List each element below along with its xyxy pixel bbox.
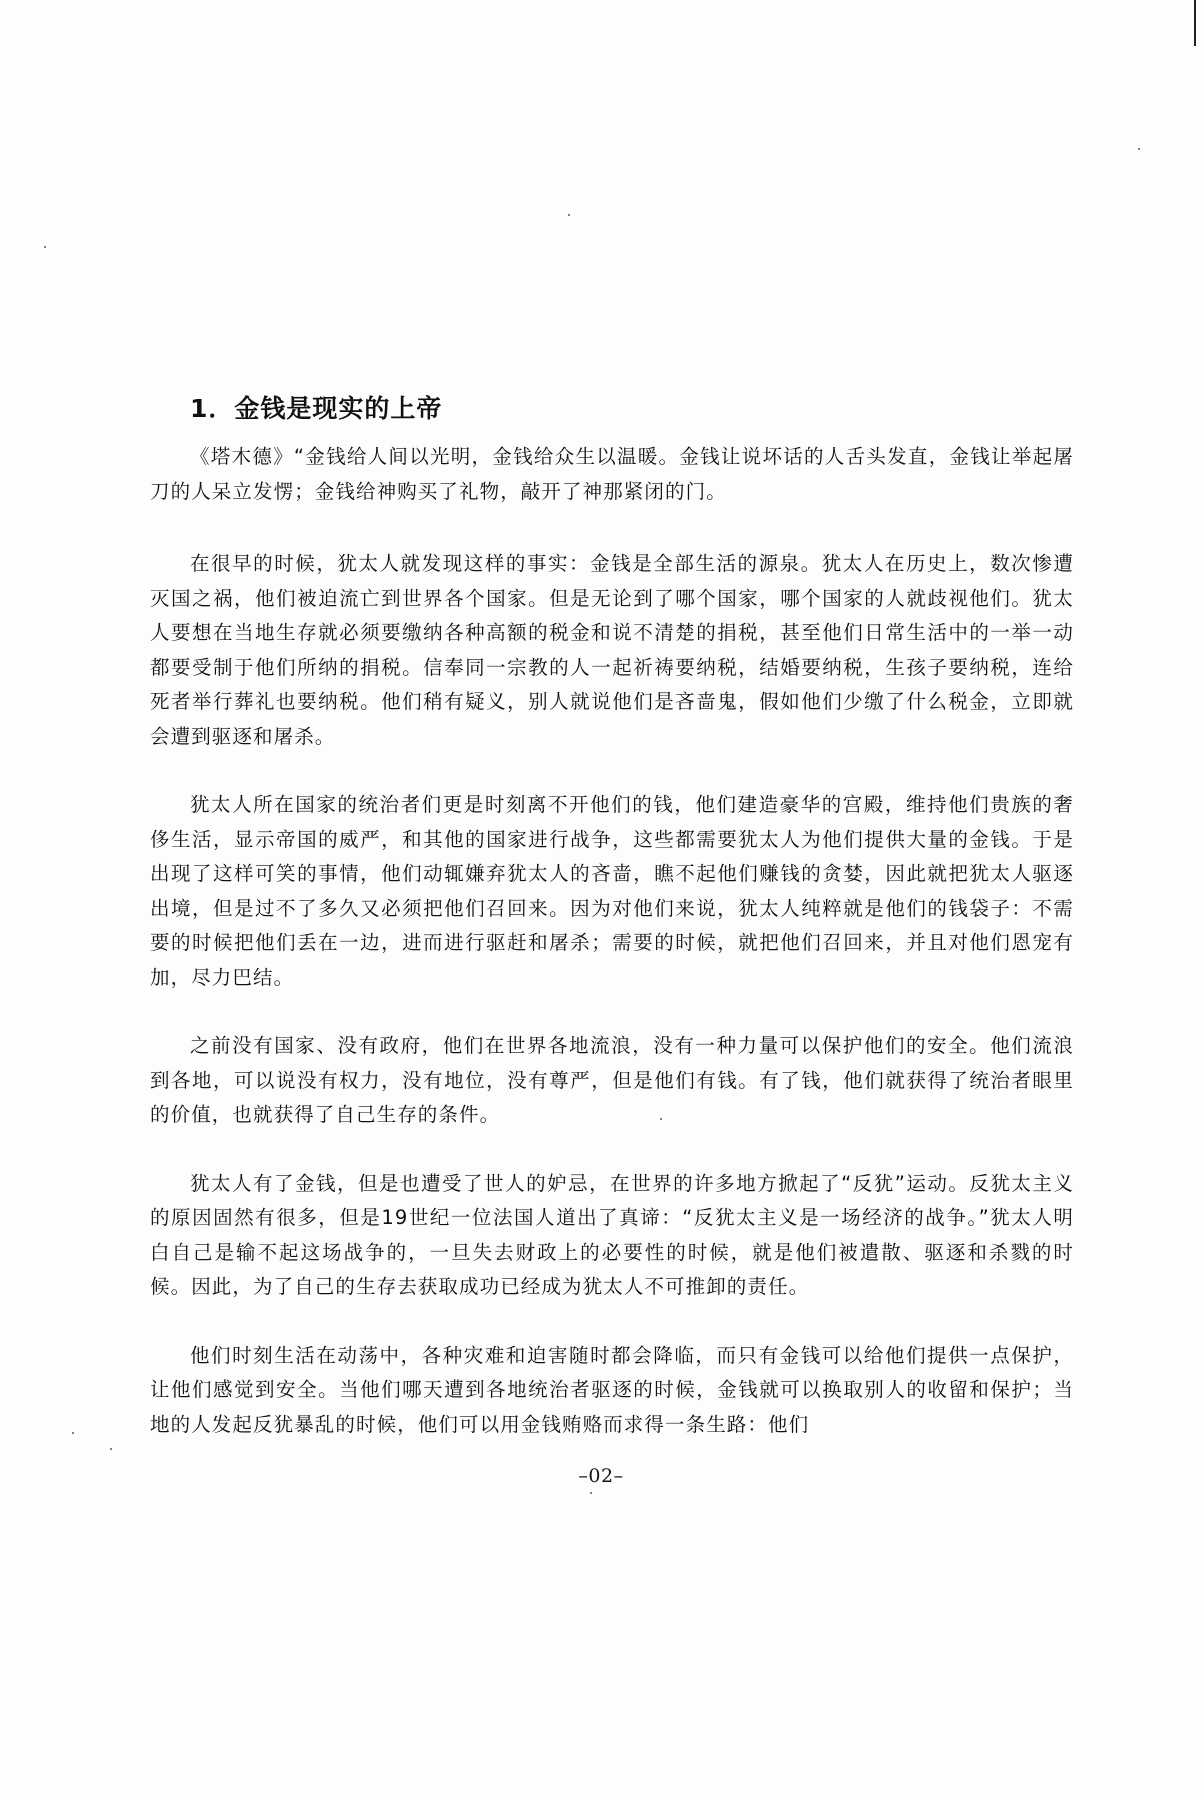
scan-edge-mark [1194, 0, 1196, 46]
paragraph: 《塔木德》“金钱给人间以光明，金钱给众生以温暖。金钱让说坏话的人舌头发直，金钱让举起屠刀的人呆立发愣；金钱给神购买了礼物，敲开了神那紧闭的门。 [150, 445, 1074, 503]
scan-speck [44, 246, 46, 248]
section-heading: 1．金钱是现实的上帝 [190, 394, 443, 423]
page-number: –02– [578, 1465, 624, 1487]
paragraph: 犹太人所在国家的统治者们更是时刻离不开他们的钱，他们建造豪华的宫殿，维持他们贵族的奢侈生活，显示帝国的威严，和其他的国家进行战争，这些都需要犹太人为他们提供大量的金钱。于是出现了这样可笑的事情，他们动辄嫌弃犹太人的吝啬，瞧不起他们赚钱的贪婪，因此就把犹太人驱逐出境，但是过不了多久又必须把他们召回来。因为对他们来说，犹太人纯粹就是他们的钱袋子：不需要的时候把他们丢在一边，进而进行驱赶和屠杀；需要的时候，就把他们召回来，并且对他们恩宠有加，尽力巴结。 [150, 793, 1074, 989]
paragraph: 之前没有国家、没有政府，他们在世界各地流浪，没有一种力量可以保护他们的安全。他们流浪到各地，可以说没有权力，没有地位，没有尊严，但是他们有钱。有了钱，他们就获得了统治者眼里的价值，也就获得了自己生存的条件。 [150, 1034, 1074, 1126]
main-content [150, 392, 1074, 1476]
scan-speck [110, 1448, 112, 1450]
paragraph: 犹太人有了金钱，但是也遭受了世人的妒忌，在世界的许多地方掀起了“反犹”运动。反犹太主义的原因固然有很多，但是19世纪一位法国人道出了真谛：“反犹太主义是一场经济的战争。”犹太人明白自己是输不起这场战争的，一旦失去财政上的必要性的时候，就是他们被遣散、驱逐和杀戮的时候。因此，为了自己的生存去获取成功已经成为犹太人不可推卸的责任。 [150, 1171, 1074, 1298]
scan-speck [72, 1432, 74, 1434]
scan-speck [1138, 148, 1140, 150]
paragraph: 在很早的时候，犹太人就发现这样的事实：金钱是全部生活的源泉。犹太人在历史上，数次惨遭灭国之祸，他们被迫流亡到世界各个国家。但是无论到了哪个国家，哪个国家的人就歧视他们。犹太人要想在当地生存就必须要缴纳各种高额的税金和说不清楚的捐税，甚至他们日常生活中的一举一动都要受制于他们所纳的捐税。信奉同一宗教的人一起祈祷要纳税，结婚要纳税，生孩子要纳税，连给死者举行葬礼也要纳税。他们稍有疑义，别人就说他们是吝啬鬼，假如他们少缴了什么税金，立即就会遭到驱逐和屠杀。 [150, 552, 1074, 748]
paragraph: 他们时刻生活在动荡中，各种灾难和迫害随时都会降临，而只有金钱可以给他们提供一点保护，让他们感觉到安全。当他们哪天遭到各地统治者驱逐的时候，金钱就可以换取别人的收留和保护；当地的人发起反犹暴乱的时候，他们可以用金钱贿赂而求得一条生路：他们 [150, 1343, 1074, 1436]
scan-speck [568, 214, 570, 216]
scan-speck [590, 1492, 592, 1494]
